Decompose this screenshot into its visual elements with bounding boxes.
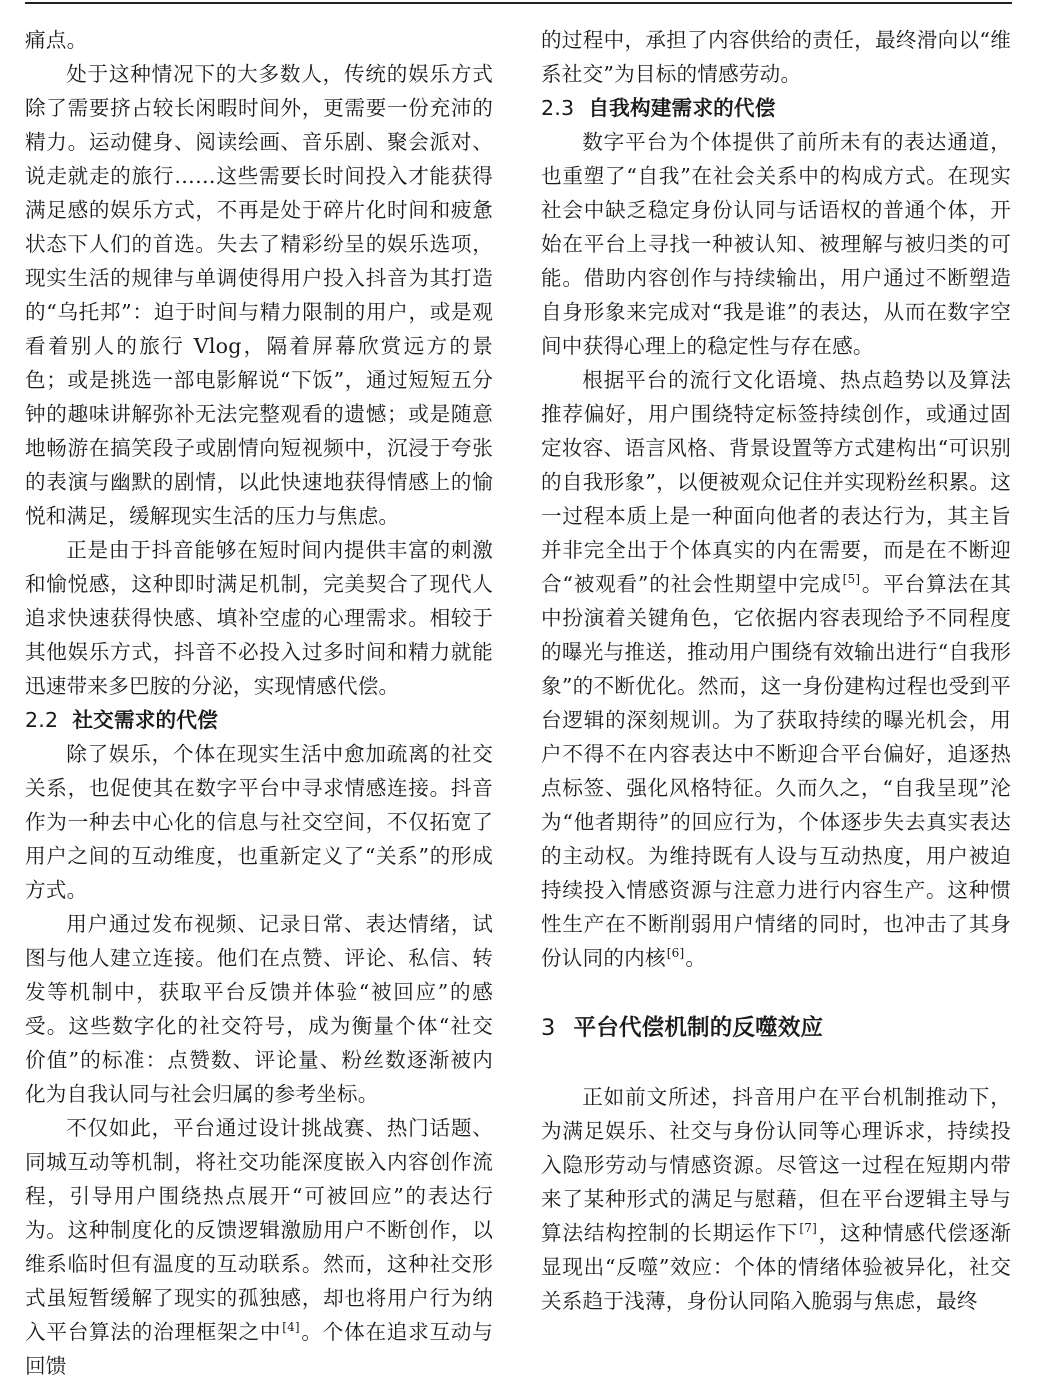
paragraph: 的过程中，承担了内容供给的责任，最终滑向以“维系社交”为目标的情感劳动。 — [541, 28, 1011, 86]
paragraph: 用户通过发布视频、记录日常、表达情绪，试图与他人建立连接。他们在点赞、评论、私信、转发等机制中，获取平台反馈并体验“被回应”的感受。这些数字化的社交符号，成为衡量个体“社交价值”的标准：点赞数、评论量、粉丝数逐渐被内化为自我认同与社会归属的参考坐标。 — [25, 912, 493, 1106]
section-title: 平台代偿机制的反噬效应 — [573, 1015, 824, 1041]
paragraph — [541, 1080, 1011, 1318]
paragraph-text: ，这种情感代偿逐渐显现出“反噬”效应：个体的情绪体验被异化，社交关系趋于浅薄，身份认同陷入脆弱与焦虑，最终 — [541, 1221, 1011, 1313]
section-heading-2-2 — [25, 703, 493, 737]
paragraph: 除了娱乐，个体在现实生活中愈加疏离的社交关系，也促使其在数字平台中寻求情感连接。抖音作为一种去中心化的信息与社交空间，不仅拓宽了用户之间的互动维度，也重新定义了“关系”的形成方式。 — [25, 742, 493, 902]
paragraph: 处于这种情况下的大多数人，传统的娱乐方式除了需要挤占较长闲暇时间外，更需要一份充沛的精力。运动健身、阅读绘画、音乐剧、聚会派对、说走就走的旅行……这些需要长时间投入才能获得满足感的娱乐方式，不再是处于碎片化时间和疲惫状态下人们的首选。失去了精彩纷呈的娱乐选项，现实生活的规律与单调使得用户投入抖音为其打造的“乌托邦”：迫于时间与精力限制的用户，或是观看着别人的旅行 Vlog，隔着屏幕欣赏远方的景色；或是挑选一部电影解说“下饭”，通过短短五分钟的趣味讲解弥补无法完整观看的遗憾；或是随意地畅游在搞笑段子或剧情向短视频中，沉浸于夸张的表演与幽默的剧情，以此快速地获得情感上的愉悦和满足，缓解现实生活的压力与焦虑。 — [25, 62, 493, 528]
top-rule — [25, 2, 1012, 4]
section-number: 2.2 — [25, 708, 59, 732]
paragraph: 数字平台为个体提供了前所未有的表达通道，也重塑了“自我”在社会关系中的构成方式。在现实社会中缺乏稳定身份认同与话语权的普通个体，开始在平台上寻找一种被认知、被理解与被归类的可能。借助内容创作与持续输出，用户通过不断塑造自身形象来完成对“我是谁”的表达，从而在数字空间中获得心理上的稳定性与存在感。 — [541, 130, 1011, 358]
paragraph — [541, 363, 1011, 975]
section-heading-2-3 — [541, 91, 1011, 125]
section-title: 自我构建需求的代偿 — [588, 96, 776, 120]
section-number: 3 — [541, 1015, 556, 1041]
citation-7[interactable]: [7] — [799, 1221, 817, 1236]
paragraph-text: 。平台算法在其中扮演着关键角色，它依据内容表现给予不同程度的曝光与推送，推动用户围绕有效输出进行“自我形象”的不断优化。然而，这一身份建构过程也受到平台逻辑的深刻规训。为了获取持续的曝光机会，用户不得不在内容表达中不断迎合平台偏好，追逐热点标签、强化风格特征。久而久之，“自我呈现”沦为“他者期待”的回应行为，个体逐步失去真实表达的主动权。为维持既有人设与互动热度，用户被迫持续投入情感资源与注意力进行内容生产。这种惯性生产在不断削弱用户情绪的同时，也冲击了其身份认同的内核 — [541, 572, 1011, 970]
citation-6[interactable]: [6] — [666, 946, 685, 961]
section-number: 2.3 — [541, 96, 575, 120]
paragraph — [25, 1111, 493, 1383]
paragraph-text: 。 — [685, 946, 707, 970]
paragraph: 正是由于抖音能够在短时间内提供丰富的刺激和愉悦感，这种即时满足机制，完美契合了现代人追求快速获得快感、填补空虚的心理需求。相较于其他娱乐方式，抖音不必投入过多时间和精力就能迅速带来多巴胺的分泌，实现情感代偿。 — [25, 538, 493, 698]
section-title: 社交需求的代偿 — [72, 708, 218, 732]
citation-4[interactable]: [4] — [282, 1320, 300, 1335]
paragraph-text: 。个体在追求互动与回馈 — [25, 1320, 493, 1378]
paragraph-text: 不仅如此，平台通过设计挑战赛、热门话题、同城互动等机制，将社交功能深度嵌入内容创作流程，引导用户围绕热点展开“可被回应”的表达行为。这种制度化的反馈逻辑激励用户不断创作，以维系临时但有温度的互动联系。然而，这种社交形式虽短暂缓解了现实的孤独感，却也将用户行为纳入平台算法的治理框架之中 — [25, 1116, 493, 1344]
right-column — [541, 23, 1011, 1318]
section-heading-3 — [541, 1011, 1011, 1045]
paragraph-text: 正如前文所述，抖音用户在平台机制推动下，为满足娱乐、社交与身份认同等心理诉求，持续投入隐形劳动与情感资源。尽管这一过程在短期内带来了某种形式的满足与慰藉，但在平台逻辑主导与算法结构控制的长期运作下 — [541, 1085, 1011, 1245]
paragraph: 痛点。 — [25, 28, 88, 52]
citation-5[interactable]: [5] — [842, 572, 861, 587]
paragraph-text: 根据平台的流行文化语境、热点趋势以及算法推荐偏好，用户围绕特定标签持续创作，或通过固定妆容、语言风格、背景设置等方式建构出“可识别的自我形象”，以便被观众记住并实现粉丝积累。这一过程本质上是一种面向他者的表达行为，其主旨并非完全出于个体真实的内在需要，而是在不断迎合“被观看”的社会性期望中完成 — [541, 368, 1011, 596]
left-column — [25, 23, 493, 1383]
